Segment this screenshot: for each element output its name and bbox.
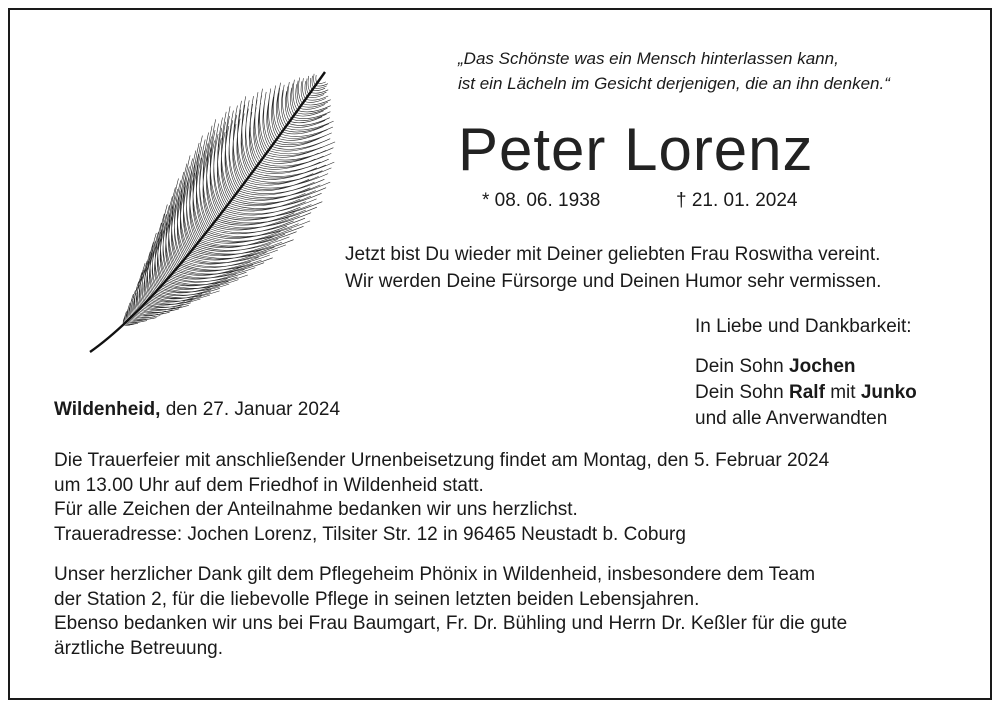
quote-line: „Das Schönste was ein Mensch hinterlassen kann, bbox=[458, 49, 839, 68]
farewell-verse bbox=[345, 241, 881, 295]
date-text: den 27. Januar 2024 bbox=[160, 399, 341, 420]
quote-line: ist ein Lächeln im Gesicht derjenigen, die an ihn denken.“ bbox=[458, 74, 890, 93]
thanks-line: der Station 2, für die liebevolle Pflege in seinen letzten beiden Lebensjahren. bbox=[54, 588, 700, 610]
place-name: Wildenheid, bbox=[54, 399, 161, 420]
info-line: Für alle Zeichen der Anteilnahme bedanken wir uns herzlichst. bbox=[54, 499, 578, 520]
mourner-line bbox=[695, 380, 917, 406]
thanks-line: Unser herzlicher Dank gilt dem Pflegeheim Phönix in Wildenheid, insbesondere dem Team bbox=[54, 564, 816, 585]
info-line: um 13.00 Uhr auf dem Friedhof in Wildenheid statt. bbox=[54, 474, 484, 496]
info-line: Die Trauerfeier mit anschließender Urnenbeisetzung findet am Montag, den 5. Februar 2024 bbox=[54, 450, 830, 471]
feather-icon bbox=[80, 60, 340, 360]
mourner-relation: Dein Sohn bbox=[695, 382, 790, 403]
thanks-line: ärztliche Betreuung. bbox=[54, 637, 223, 659]
mourners-block bbox=[695, 314, 917, 432]
mourner-connector: mit bbox=[824, 382, 861, 403]
mourner-name: Ralf bbox=[789, 382, 825, 403]
verse-line: Jetzt bist Du wieder mit Deiner geliebten Frau Roswitha vereint. bbox=[345, 244, 881, 265]
mourner-line bbox=[695, 354, 917, 380]
birth-date: * 08. 06. 1938 bbox=[482, 190, 601, 211]
death-date: † 21. 01. 2024 bbox=[676, 190, 798, 211]
place-date bbox=[54, 397, 340, 423]
info-line: Traueradresse: Jochen Lorenz, Tilsiter Str. 12 in 96465 Neustadt b. Coburg bbox=[54, 523, 686, 545]
verse-line: Wir werden Deine Fürsorge und Deinen Humor sehr vermissen. bbox=[345, 271, 882, 292]
memorial-quote bbox=[458, 46, 978, 96]
thanks-line: Ebenso bedanken wir uns bei Frau Baumgart, Fr. Dr. Bühling und Herrn Dr. Keßler für die gute bbox=[54, 613, 848, 634]
mourner-others: und alle Anverwandten bbox=[695, 408, 888, 429]
thanks-note bbox=[54, 563, 847, 661]
funeral-info bbox=[54, 449, 829, 547]
feather-barbs bbox=[123, 74, 335, 326]
mourner-name: Jochen bbox=[789, 356, 856, 377]
mourner-relation: Dein Sohn bbox=[695, 356, 790, 377]
mourner-name: Junko bbox=[860, 382, 917, 403]
mourners-intro: In Liebe und Dankbarkeit: bbox=[695, 316, 912, 337]
deceased-name: Peter Lorenz bbox=[458, 116, 814, 183]
